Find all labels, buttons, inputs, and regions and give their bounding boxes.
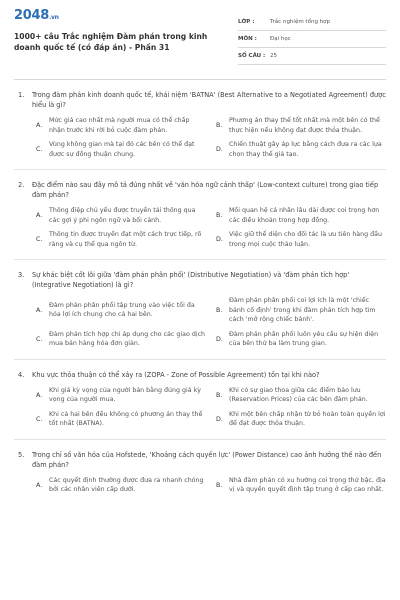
question-text: Trong đàm phán kinh doanh quốc tế, khái niệm 'BATNA' (Best Alternative to a Negotiated Agreement) được hiểu là gì?	[32, 91, 386, 109]
question-number: 3.	[18, 271, 25, 279]
option-b[interactable]	[216, 386, 386, 405]
option-text: Đàm phán phân phối luôn yêu cầu sự hiện diện của bên thứ ba làm trung gian.	[229, 330, 379, 347]
question-number: 5.	[18, 450, 25, 459]
option-d[interactable]	[216, 330, 386, 349]
info-value: Đại học	[270, 36, 291, 42]
option-letter: D.	[216, 146, 223, 153]
question-text: Sự khác biệt cốt lõi giữa 'đàm phán phân phối' (Distributive Negotiation) và 'đàm phán tích hợp' (Integrative Negotiation) là gì?	[32, 271, 350, 289]
option-c[interactable]	[36, 140, 206, 159]
option-text: Đàm phán phân phối tập trung vào việc tối đa hóa lợi ích chung cho cả hai bên.	[49, 301, 195, 319]
option-text: Phương án thay thế tốt nhất mà một bên có thể thực hiện nếu không đạt được thỏa thuận.	[229, 117, 380, 134]
header-divider	[14, 79, 386, 80]
option-letter: D.	[216, 335, 223, 343]
question-text: Khu vực thỏa thuận có thể xảy ra (ZOPA - Zone of Possible Agreement) tồn tại khi nào?	[32, 370, 320, 379]
question-3	[14, 270, 386, 360]
option-text: Khi cả hai bên đều không có phương án thay thế tốt nhất (BATNA).	[49, 410, 203, 427]
info-row-count	[238, 48, 386, 65]
question-divider	[14, 259, 386, 260]
option-a[interactable]	[36, 476, 206, 495]
question-text: Trong chỉ số văn hóa của Hofstede, 'Khoảng cách quyền lực' (Power Distance) cao ảnh hưởng thế nào đến đàm phán?	[32, 450, 382, 469]
question-divider	[14, 439, 386, 440]
question-5	[14, 450, 386, 495]
option-d[interactable]	[216, 140, 386, 159]
option-c[interactable]	[36, 410, 206, 429]
question-number: 4.	[18, 370, 25, 379]
option-letter: C.	[36, 236, 43, 243]
option-text: Việc giữ thể diện cho đối tác là ưu tiên hàng đầu trong mọi cuộc thảo luận.	[229, 231, 383, 248]
option-letter: C.	[36, 335, 43, 343]
option-text: Mức giá cao nhất mà người mua có thể chấp nhận trước khi rời bỏ cuộc đàm phán.	[49, 117, 190, 134]
option-letter: B.	[216, 481, 223, 489]
options-list	[36, 206, 386, 249]
option-d[interactable]	[216, 410, 386, 429]
option-letter: A.	[36, 212, 43, 219]
option-text: Khi giá kỳ vọng của người bán bằng đúng giá kỳ vọng của người mua.	[49, 386, 201, 403]
question-4	[14, 370, 386, 440]
option-text: Mối quan hệ cá nhân lâu dài được coi trọng hơn các điều khoản trong hợp đồng.	[229, 207, 380, 224]
option-text: Nhà đàm phán có xu hướng coi trọng thứ bậc, địa vị và quyền quyết định tập trung ở cấp cao nhất.	[229, 476, 386, 493]
option-letter: D.	[216, 415, 223, 423]
info-row-subject	[238, 31, 386, 48]
option-letter: A.	[36, 481, 43, 489]
option-letter: C.	[36, 146, 43, 153]
option-letter: B.	[216, 306, 223, 314]
option-text: Đàm phán tích hợp chỉ áp dụng cho các giao dịch mua bán hàng hóa đơn giản.	[49, 330, 206, 347]
option-text: Thông điệp chủ yếu được truyền tải thông qua các gợi ý phi ngôn ngữ và bối cảnh.	[49, 207, 196, 224]
info-row-class	[238, 14, 386, 31]
options-list	[36, 296, 386, 349]
option-a[interactable]	[36, 386, 206, 405]
option-text: Thông tin được truyền đạt một cách trực tiếp, rõ ràng và cụ thể qua ngôn từ.	[49, 231, 202, 248]
site-logo[interactable]: 2048.vn	[14, 8, 59, 23]
option-letter: A.	[36, 306, 43, 314]
option-d[interactable]	[216, 230, 386, 249]
question-text: Đặc điểm nào sau đây mô tả đúng nhất về 'văn hóa ngữ cảnh thấp' (Low-context culture) trong giao tiếp đàm phán?	[32, 181, 379, 199]
info-value: 25	[270, 53, 277, 59]
option-b[interactable]	[216, 206, 386, 225]
option-text: Đàm phán phân phối coi lợi ích là một 'chiếc bánh cố định' trong khi đàm phán tích hợp tìm cách 'mở rộng chiếc bánh'.	[229, 297, 376, 323]
option-b[interactable]	[216, 116, 386, 135]
question-2	[14, 180, 386, 260]
info-label: LỚP :	[238, 19, 255, 25]
option-letter: B.	[216, 212, 223, 219]
option-text: Khi một bên chấp nhận từ bỏ hoàn toàn quyền lợi để đạt được thỏa thuận.	[229, 410, 386, 427]
option-text: Các quyết định thường được đưa ra nhanh chóng bởi các nhân viên cấp dưới.	[49, 476, 204, 493]
option-c[interactable]	[36, 330, 206, 349]
option-b[interactable]	[216, 296, 386, 325]
options-list	[36, 476, 386, 495]
option-text: Vùng không gian mà tại đó các bên có thể đạt được sự đồng thuận chung.	[49, 141, 195, 158]
question-number: 1.	[18, 91, 25, 99]
info-label: SỐ CÂU :	[238, 53, 266, 59]
question-divider	[14, 169, 386, 170]
page-header	[14, 8, 386, 65]
info-table	[238, 14, 386, 65]
document-title: 1000+ câu Trắc nghiệm Đàm phán trong kinh doanh quốc tế (có đáp án) - Phần 31	[14, 32, 208, 52]
option-letter: B.	[216, 391, 223, 399]
option-letter: A.	[36, 122, 43, 129]
options-list	[36, 386, 386, 429]
option-text: Chiến thuật gây áp lực bằng cách đưa ra các lựa chọn thay thế giả tạo.	[229, 141, 382, 158]
question-number: 2.	[18, 181, 25, 189]
option-a[interactable]	[36, 116, 206, 135]
option-text: Khi có sự giao thoa giữa các điểm bảo lưu (Reservation Prices) của các bên đàm phán.	[229, 386, 368, 403]
option-a[interactable]	[36, 206, 206, 225]
info-value: Trắc nghiệm tổng hợp	[270, 19, 331, 25]
option-b[interactable]	[216, 476, 386, 495]
option-a[interactable]	[36, 296, 206, 325]
option-letter: A.	[36, 391, 43, 399]
options-list	[36, 116, 386, 159]
option-letter: D.	[216, 236, 223, 243]
option-letter: C.	[36, 415, 43, 423]
option-c[interactable]	[36, 230, 206, 249]
option-letter: B.	[216, 122, 223, 129]
question-divider	[14, 359, 386, 360]
info-label: MÔN :	[238, 36, 257, 42]
question-1	[14, 90, 386, 170]
